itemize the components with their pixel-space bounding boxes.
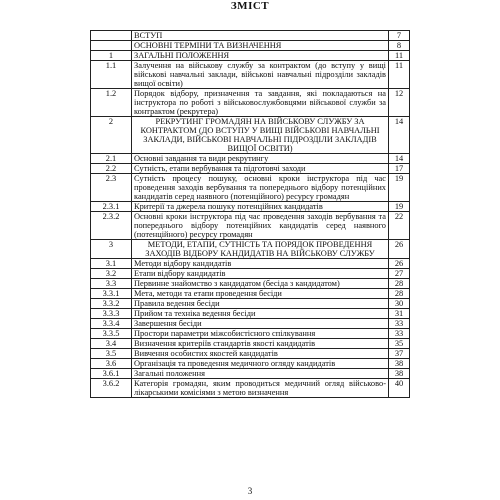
toc-row-number: 3.5 <box>91 349 132 359</box>
toc-row-title: Основні кроки інструктора під час проведення заходів вербування та попереднього відбору потенційних кандидатів серед наявного (потенційного) ресурсу громадян <box>132 212 389 240</box>
toc-row-page: 37 <box>389 349 410 359</box>
toc-row-page: 7 <box>389 31 410 41</box>
toc-row-page: 27 <box>389 269 410 279</box>
toc-row-number: 2.3.1 <box>91 202 132 212</box>
toc-row-page: 19 <box>389 174 410 202</box>
toc-row-number <box>91 31 132 41</box>
toc-row-page: 11 <box>389 51 410 61</box>
toc-row-page: 11 <box>389 61 410 89</box>
toc-row <box>91 379 410 398</box>
toc-row <box>91 359 410 369</box>
toc-row <box>91 212 410 240</box>
toc-row <box>91 309 410 319</box>
toc-body <box>91 31 410 398</box>
toc-row-number: 2.3.2 <box>91 212 132 240</box>
toc-row-page: 26 <box>389 259 410 269</box>
toc-row-title: ВСТУП <box>132 31 389 41</box>
toc-row-number: 3.4 <box>91 339 132 349</box>
toc-row-page: 30 <box>389 299 410 309</box>
toc-row-title: Сутність процесу пошуку, основні кроки інструктора під час проведення заходів вербування та попереднього відбору потенційних кандидатів серед наявного (потенційного) ресурсу громадян <box>132 174 389 202</box>
toc-row-number: 3.3.2 <box>91 299 132 309</box>
page-number: 3 <box>247 486 253 496</box>
toc-row-number: 2.2 <box>91 164 132 174</box>
toc-row <box>91 349 410 359</box>
toc-row-page: 26 <box>389 240 410 259</box>
toc-row-page: 19 <box>389 202 410 212</box>
toc-row-page: 38 <box>389 369 410 379</box>
toc-row-title: МЕТОДИ, ЕТАПИ, СУТНІСТЬ ТА ПОРЯДОК ПРОВЕДЕННЯ ЗАХОДІВ ВІДБОРУ КАНДИДАТІВ НА ВІЙСЬКОВУ СЛУЖБУ <box>132 240 389 259</box>
toc-row-page: 17 <box>389 164 410 174</box>
toc-row-title: Категорія громадян, яким проводиться медичний огляд військово-лікарськими комісіями з метою визначення <box>132 379 389 398</box>
toc-row-page: 22 <box>389 212 410 240</box>
toc-row <box>91 89 410 117</box>
toc-row-title: ЗАГАЛЬНІ ПОЛОЖЕННЯ <box>132 51 389 61</box>
toc-row <box>91 329 410 339</box>
toc-row-number: 3.3.4 <box>91 319 132 329</box>
toc-row-number: 3.6.1 <box>91 369 132 379</box>
toc-row-title: Основні завдання та види рекрутингу <box>132 154 389 164</box>
toc-row-number: 3.3.1 <box>91 289 132 299</box>
toc-row-number: 3.3 <box>91 279 132 289</box>
toc-row-page: 28 <box>389 289 410 299</box>
toc-row-page: 38 <box>389 359 410 369</box>
toc-row-title: ОСНОВНІ ТЕРМІНИ ТА ВИЗНАЧЕННЯ <box>132 41 389 51</box>
toc-row <box>91 319 410 329</box>
toc-row-page: 31 <box>389 309 410 319</box>
toc-row <box>91 299 410 309</box>
toc-row-title: Порядок відбору, призначення та завдання, які покладаються на інструктора по роботі з військовослужбовцями військової служби за контрактом (рекрутера) <box>132 89 389 117</box>
toc-row-page: 33 <box>389 329 410 339</box>
toc-row <box>91 31 410 41</box>
toc-row-number: 2 <box>91 117 132 154</box>
toc-row-title: Залучення на військову службу за контрактом (до вступу у вищі військові навчальні заклади, військові навчальні підрозділи закладів вищої освіти) <box>132 61 389 89</box>
toc-row-page: 35 <box>389 339 410 349</box>
toc-row-number: 1.1 <box>91 61 132 89</box>
toc-row <box>91 240 410 259</box>
toc-row-page: 14 <box>389 154 410 164</box>
toc-row-number: 3.6 <box>91 359 132 369</box>
toc-row-page: 8 <box>389 41 410 51</box>
toc-row <box>91 61 410 89</box>
toc-row <box>91 289 410 299</box>
toc-row <box>91 369 410 379</box>
toc-row-title: Загальні положення <box>132 369 389 379</box>
toc-row-number: 2.3 <box>91 174 132 202</box>
page-title: ЗМІСТ <box>230 0 270 12</box>
toc-row <box>91 339 410 349</box>
toc-row-title: Визначення критеріїв стандартів якості кандидатів <box>132 339 389 349</box>
toc-row-number: 1 <box>91 51 132 61</box>
toc-row-title: Організація та проведення медичного огляду кандидатів <box>132 359 389 369</box>
toc-row <box>91 269 410 279</box>
toc-row-title: Прийом та техніка ведення бесіди <box>132 309 389 319</box>
toc-row-title: Вивчення особистих якостей кандидатів <box>132 349 389 359</box>
toc-row-title: Етапи відбору кандидатів <box>132 269 389 279</box>
toc-row-title: Простори параметри міжсобистісного спілкування <box>132 329 389 339</box>
toc-row-number: 1.2 <box>91 89 132 117</box>
toc-row-title: Критерії та джерела пошуку потенційних кандидатів <box>132 202 389 212</box>
toc-row-title: Правила ведення бесіди <box>132 299 389 309</box>
toc-row <box>91 174 410 202</box>
toc-row-page: 28 <box>389 279 410 289</box>
toc-row-title: Методи відбору кандидатів <box>132 259 389 269</box>
toc-row-number: 3 <box>91 240 132 259</box>
toc-row-title: Сутність, етапи вербування та підготовчі заходи <box>132 164 389 174</box>
toc-row <box>91 279 410 289</box>
toc-row-title: Первинне знайомство з кандидатом (бесіда з кандидатом) <box>132 279 389 289</box>
toc-row-number: 3.3.5 <box>91 329 132 339</box>
toc-row-title: РЕКРУТИНГ ГРОМАДЯН НА ВІЙСЬКОВУ СЛУЖБУ ЗА КОНТРАКТОМ (ДО ВСТУПУ У ВИЩІ ВІЙСЬКОВІ НАВЧАЛЬНІ ЗАКЛАДИ, ВІЙСЬКОВІ НАВЧАЛЬНІ ПІДРОЗДІЛИ ЗАКЛАДІВ ВИЩОЇ ОСВІТИ) <box>132 117 389 154</box>
toc-row-number: 2.1 <box>91 154 132 164</box>
toc-row <box>91 259 410 269</box>
table-of-contents <box>90 30 410 398</box>
toc-row <box>91 164 410 174</box>
toc-row-number <box>91 41 132 51</box>
toc-row-number: 3.1 <box>91 259 132 269</box>
toc-row-number: 3.2 <box>91 269 132 279</box>
toc-row <box>91 154 410 164</box>
toc-row-page: 33 <box>389 319 410 329</box>
toc-row-page: 40 <box>389 379 410 398</box>
toc-row-title: Завершення бесіди <box>132 319 389 329</box>
toc-row-page: 12 <box>389 89 410 117</box>
toc-row-page: 14 <box>389 117 410 154</box>
toc-row <box>91 51 410 61</box>
toc-row <box>91 202 410 212</box>
toc-row-number: 3.6.2 <box>91 379 132 398</box>
toc-row-title: Мета, методи та етапи проведення бесіди <box>132 289 389 299</box>
toc-row <box>91 41 410 51</box>
toc-row <box>91 117 410 154</box>
toc-row-number: 3.3.3 <box>91 309 132 319</box>
